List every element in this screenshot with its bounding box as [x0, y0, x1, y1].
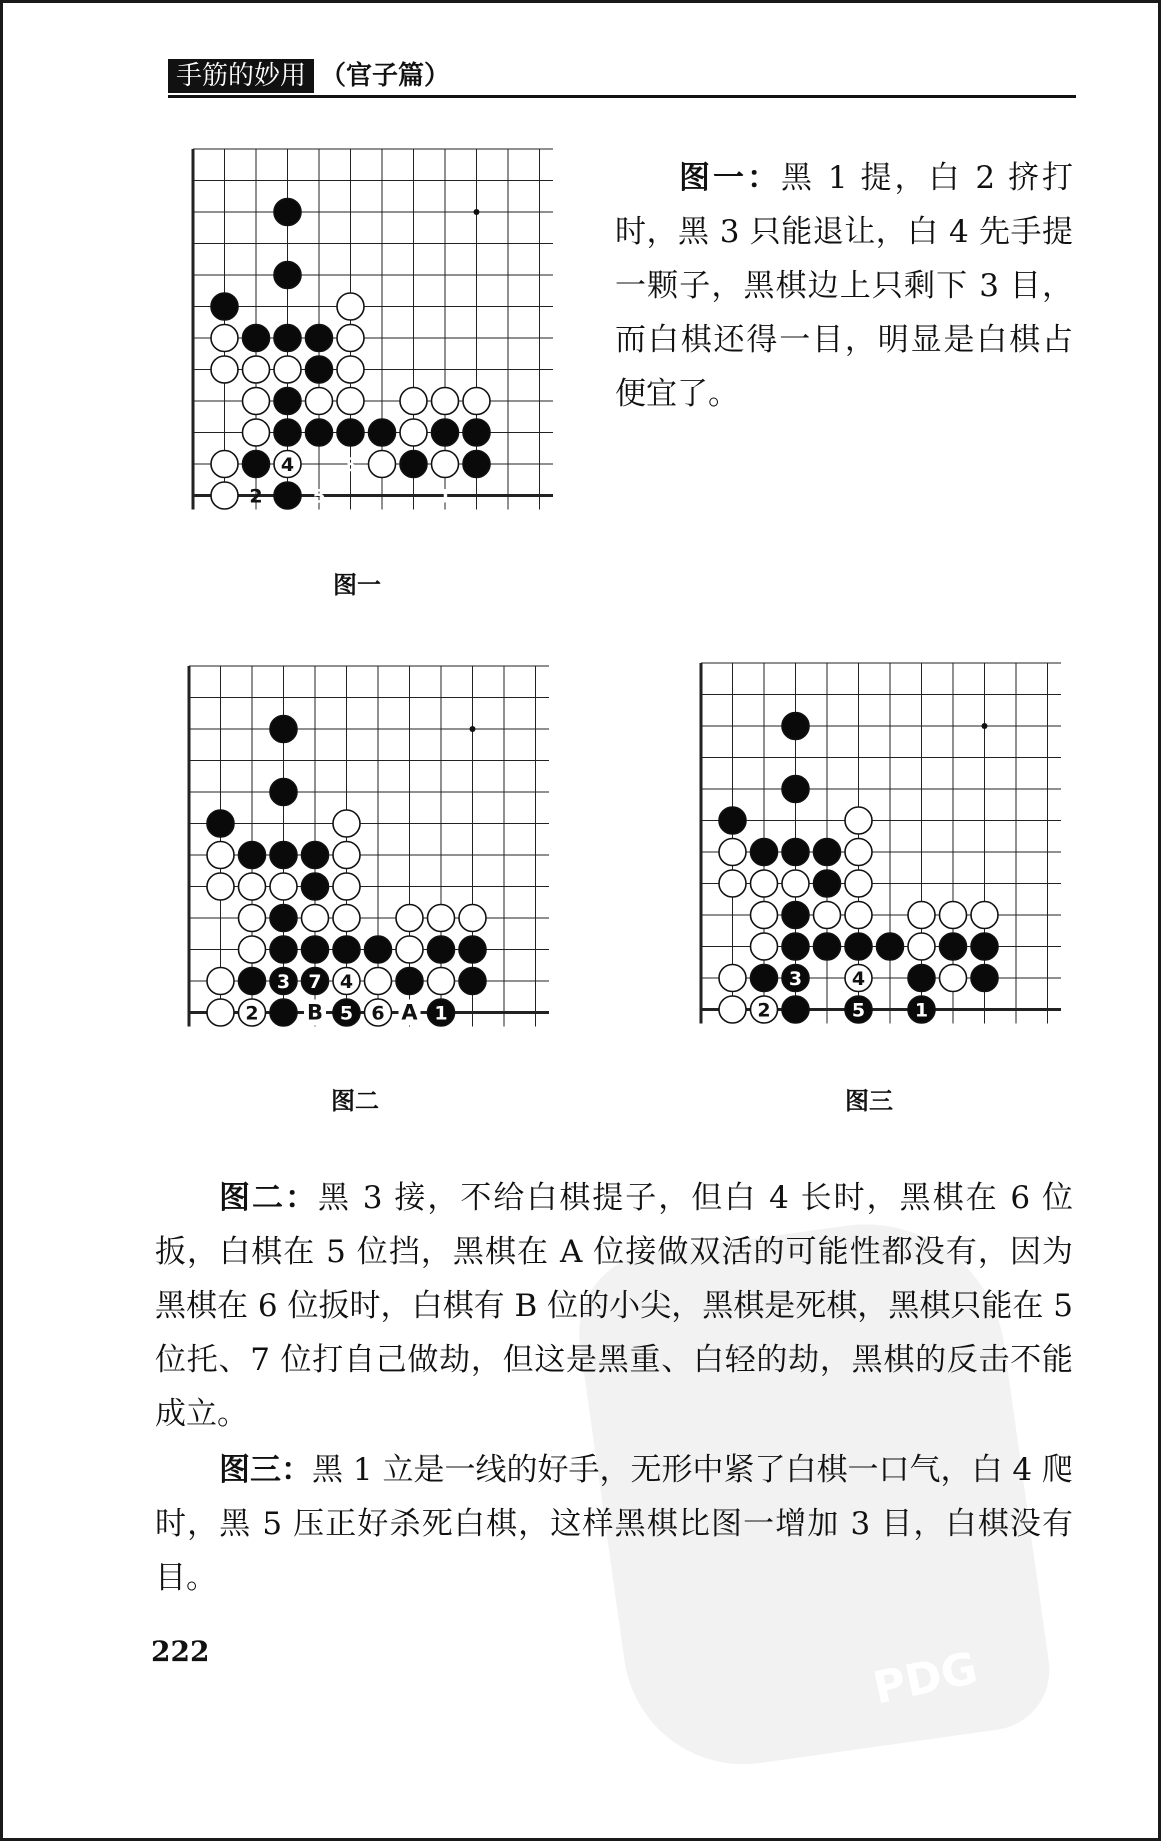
white-stone — [428, 905, 455, 932]
move-label: 2 — [249, 485, 263, 508]
black-stone — [877, 933, 904, 960]
star-point — [982, 723, 988, 729]
white-stone — [302, 905, 329, 932]
black-stone — [270, 779, 297, 806]
page-number: 222 — [151, 1635, 210, 1668]
black-stone — [463, 419, 490, 446]
white-stone — [845, 870, 872, 897]
white-stone — [239, 936, 266, 963]
white-stone — [782, 870, 809, 897]
go-board-fig3 — [691, 655, 1061, 1055]
white-stone — [400, 419, 427, 446]
white-stone — [908, 933, 935, 960]
black-stone — [369, 419, 396, 446]
move-label: 2 — [245, 1002, 259, 1025]
black-stone — [274, 199, 301, 226]
move-label: 3 — [276, 971, 291, 993]
move-label: 3 — [343, 454, 358, 476]
star-point — [470, 726, 476, 732]
white-stone — [306, 388, 333, 415]
move-label: 1 — [914, 999, 929, 1022]
black-stone — [782, 776, 809, 803]
white-stone — [207, 842, 234, 869]
black-stone — [782, 713, 809, 740]
move-label: 5 — [312, 485, 326, 508]
white-stone — [207, 873, 234, 900]
move-label: B — [306, 1000, 324, 1025]
white-stone — [463, 388, 490, 415]
black-stone — [908, 965, 935, 992]
black-stone — [782, 933, 809, 960]
black-stone — [239, 968, 266, 995]
move-label: 5 — [851, 999, 866, 1022]
black-stone — [270, 936, 297, 963]
black-stone — [971, 933, 998, 960]
move-label: 4 — [280, 454, 295, 476]
white-stone — [239, 873, 266, 900]
black-stone — [396, 968, 423, 995]
black-stone — [211, 293, 238, 320]
fig2-explanation-title: 图二： — [219, 1180, 318, 1216]
white-stone — [337, 293, 364, 320]
white-stone — [365, 968, 392, 995]
move-label: 2 — [757, 999, 771, 1022]
go-board-fig1 — [183, 141, 553, 541]
black-stone — [365, 936, 392, 963]
black-stone — [971, 965, 998, 992]
black-stone — [940, 933, 967, 960]
white-stone — [243, 419, 270, 446]
white-stone — [845, 902, 872, 929]
black-stone — [270, 905, 297, 932]
white-stone — [719, 996, 746, 1023]
black-stone — [432, 419, 459, 446]
fig2-explanation-body: 黑 3 接，不给白棋提子，但白 4 长时，黑棋在 6 位扳，白棋在 5 位挡，黑棋在 A 位接做双活的可能性都没有，因为黑棋在 6 位扳时，白棋有 B 位的小尖，黑棋是死棋，黑棋只能在 5 位托、7 位打自己做劫，但这是黑重、白轻的劫，黑棋的反击不能成立。 — [155, 1180, 1073, 1432]
fig3-explanation-body: 黑 1 立是一线的好手，无形中紧了白棋一口气，白 4 爬时，黑 5 压正好杀死白棋，这样黑棋比图一增加 3 目，白棋没有目。 — [155, 1452, 1073, 1596]
white-stone — [428, 968, 455, 995]
white-stone — [369, 451, 396, 478]
black-stone — [719, 807, 746, 834]
fig2-explanation — [155, 1171, 1073, 1441]
white-stone — [333, 842, 360, 869]
move-label: 7 — [308, 971, 322, 993]
white-stone — [751, 870, 778, 897]
white-stone — [211, 356, 238, 383]
black-stone — [302, 842, 329, 869]
white-stone — [274, 356, 301, 383]
move-label: 4 — [339, 971, 354, 993]
white-stone — [211, 482, 238, 509]
black-stone — [845, 933, 872, 960]
watermark-text: PDG — [868, 1642, 983, 1715]
white-stone — [432, 451, 459, 478]
fig1-explanation-body: 黑 1 提，白 2 挤打时，黑 3 只能退让，白 4 先手提一颗子，黑棋边上只剩下 3 目，而白棋还得一目，明显是白棋占便宜了。 — [615, 160, 1073, 412]
white-stone — [971, 902, 998, 929]
white-stone — [432, 388, 459, 415]
running-header — [168, 55, 1076, 99]
go-board-fig2 — [179, 658, 549, 1058]
black-stone — [814, 839, 841, 866]
white-stone — [211, 325, 238, 352]
header-subtitle: （官子篇） — [320, 61, 451, 91]
move-label: 1 — [438, 485, 452, 508]
star-point — [474, 209, 480, 215]
black-stone — [274, 325, 301, 352]
black-stone — [782, 839, 809, 866]
black-stone — [306, 356, 333, 383]
white-stone — [400, 388, 427, 415]
black-stone — [814, 933, 841, 960]
white-stone — [719, 870, 746, 897]
white-stone — [845, 839, 872, 866]
move-label: 1 — [434, 1002, 448, 1025]
white-stone — [243, 356, 270, 383]
white-stone — [396, 936, 423, 963]
fig1-caption: 图一 — [333, 571, 381, 599]
black-stone — [306, 325, 333, 352]
black-stone — [400, 451, 427, 478]
black-stone — [243, 325, 270, 352]
black-stone — [274, 482, 301, 509]
black-stone — [306, 419, 333, 446]
move-label: A — [401, 1000, 418, 1025]
fig3-explanation-title: 图三： — [219, 1452, 313, 1488]
move-label: 4 — [851, 968, 866, 990]
white-stone — [845, 807, 872, 834]
white-stone — [333, 810, 360, 837]
black-stone — [459, 936, 486, 963]
move-label: 3 — [788, 968, 803, 990]
black-stone — [782, 902, 809, 929]
fig1-explanation — [615, 151, 1073, 421]
white-stone — [719, 839, 746, 866]
black-stone — [428, 936, 455, 963]
white-stone — [719, 965, 746, 992]
white-stone — [940, 965, 967, 992]
white-stone — [459, 905, 486, 932]
black-stone — [270, 842, 297, 869]
fig3-caption: 图三 — [845, 1087, 893, 1115]
move-label: 6 — [371, 1002, 385, 1025]
black-stone — [270, 999, 297, 1026]
black-stone — [751, 965, 778, 992]
black-stone — [463, 451, 490, 478]
black-stone — [782, 996, 809, 1023]
white-stone — [396, 905, 423, 932]
white-stone — [207, 968, 234, 995]
black-stone — [239, 842, 266, 869]
white-stone — [270, 873, 297, 900]
white-stone — [337, 388, 364, 415]
white-stone — [207, 999, 234, 1026]
black-stone — [270, 716, 297, 743]
black-stone — [814, 870, 841, 897]
black-stone — [333, 936, 360, 963]
white-stone — [239, 905, 266, 932]
black-stone — [302, 873, 329, 900]
white-stone — [333, 873, 360, 900]
black-stone — [207, 810, 234, 837]
header-rule — [168, 95, 1076, 98]
header-chapter-label: 手筋的妙用 — [168, 59, 314, 93]
black-stone — [243, 451, 270, 478]
move-label: 5 — [339, 1002, 354, 1025]
white-stone — [337, 356, 364, 383]
white-stone — [751, 933, 778, 960]
white-stone — [337, 325, 364, 352]
fig2-caption: 图二 — [331, 1087, 379, 1115]
black-stone — [751, 839, 778, 866]
black-stone — [274, 419, 301, 446]
black-stone — [337, 419, 364, 446]
white-stone — [751, 902, 778, 929]
fig3-explanation — [155, 1443, 1073, 1605]
black-stone — [459, 968, 486, 995]
white-stone — [940, 902, 967, 929]
white-stone — [908, 902, 935, 929]
black-stone — [302, 936, 329, 963]
black-stone — [274, 262, 301, 289]
white-stone — [243, 388, 270, 415]
white-stone — [333, 905, 360, 932]
white-stone — [814, 902, 841, 929]
white-stone — [211, 451, 238, 478]
fig1-explanation-title: 图一： — [679, 160, 782, 196]
black-stone — [274, 388, 301, 415]
